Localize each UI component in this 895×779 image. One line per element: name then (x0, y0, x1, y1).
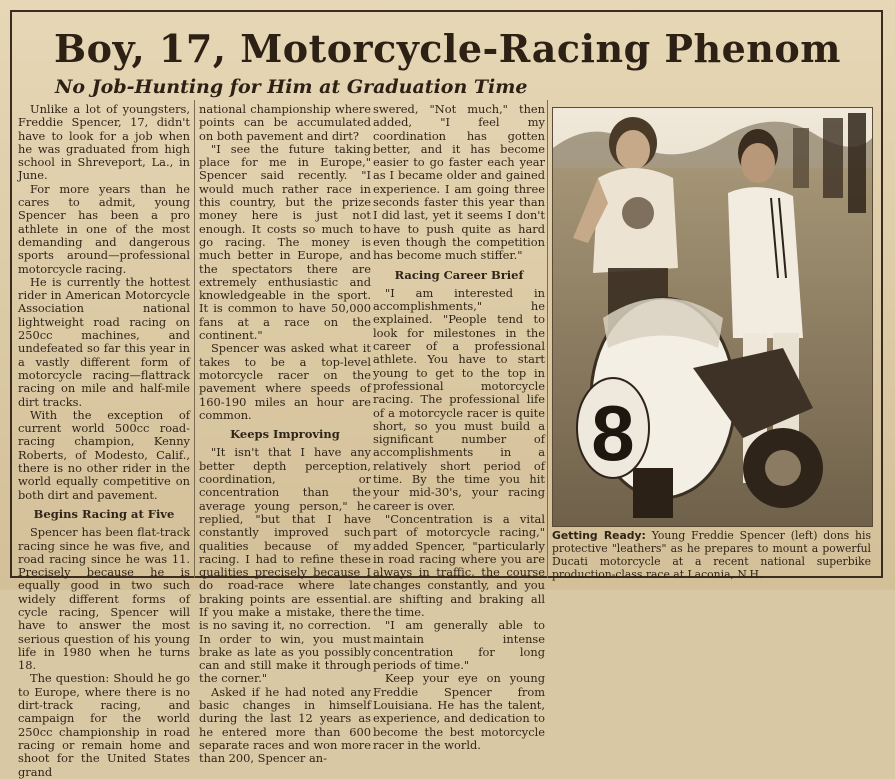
paragraph: He is currently the hottest rider in American Motorcycle Association national lightweight road racing on 250cc machines, and undefeated so far this year in a vastly different form of motorcycle racing—flattrack racing on mile and half-mile dirt tracks. (18, 274, 190, 409)
article-column-1 (18, 103, 190, 779)
paragraph: "I am generally able to maintain intense concentration for long periods of time." (373, 618, 545, 673)
section-heading: Keeps Improving (230, 427, 340, 442)
article-column-3 (373, 103, 545, 752)
paragraph: Unlike a lot of youngsters, Freddie Spencer, 17, didn't have to look for a job when he was graduated from high school in Shreveport, La., in June. (18, 102, 190, 183)
paragraph: Spencer was asked what it takes to be a top-level motorcycle racer on the pavement where speeds of 160-190 miles an hour are common. (199, 341, 371, 422)
paragraph: The question: Should he go to Europe, where there is no dirt-track racing, and campaign for the world 250cc championship in road racing or remain home and shoot for the United States grand (18, 671, 190, 779)
paragraph: "Concentration is a vital part of motorcycle racing," added Spencer, "particularly in road racing where you are always in traffic, the course changes constantly, and you are shifting and braking all the time. (373, 511, 545, 619)
paragraph: For more years than he cares to admit, young Spencer has been a pro athlete in one of the most demanding and dangerous sports around—professional motorcycle racing. (18, 181, 190, 276)
caption-lead: Getting Ready: (552, 529, 646, 542)
column-rule (547, 100, 548, 578)
paragraph: Keep your eye on young Freddie Spencer from Louisiana. He has the talent, experience, and dedication to become the best motorcycle racer in the world. (373, 671, 545, 752)
section-heading: Racing Career Brief (394, 267, 524, 282)
paragraph: national championship where points can be accumulated on both pavement and dirt? (199, 102, 371, 143)
paragraph: "I am interested in accomplishments," he explained. "People tend to look for milestones in the career of a professional athlete. You have to start young to get to the top in professional motorcycle racing. The professional life of a motorcycle racer is quite short, so you must build a significant number of accomplishments in a relatively short period of time. By the time you hit your mid-30's, your racing career is over. (373, 285, 545, 513)
race-number: 8 (591, 389, 635, 477)
photo-illustration (553, 108, 872, 526)
paragraph: swered, "Not much," then added, "I feel my coordination has gotten better, and it has become easier to go faster each year as I became older and gained experience. I am going three seconds faster this year than I did last, yet it seems I don't have to push quite as hard even though the competition has become much stiffer." (373, 102, 545, 263)
race-photo (552, 107, 873, 527)
headline: Boy, 17, Motorcycle-Racing Phenom (54, 26, 841, 71)
paragraph: "It isn't that I have any better depth perception, coordination, or concentration than the average young person," he replied, "but that I have constantly improved such qualities because of my racing. I had to refine these qualities precisely because I do road-race where late braking points are essential. If you make a mistake, there is no saving it, no correction. In order to win, you must brake as late as you possibly can and still make it through the corner." (199, 445, 371, 686)
paragraph: Asked if he had noted any basic changes in himself during the last 12 years as he entered more than 600 separate races and won more than 200, Spencer an- (199, 684, 371, 766)
subheadline: No Job-Hunting for Him at Graduation Time (55, 76, 528, 98)
paragraph: "I see the future taking place for me in Europe," Spencer said recently. "I would much rather race in this country, but the prize money here is just not enough. It costs so much to go racing. The money is much better in Europe, and the spectators there are extremely enthusiastic and knowledgeable in the sport. It is common to have 50,000 fans at a race on the continent." (199, 141, 371, 343)
photo-caption (552, 529, 871, 581)
article-column-2 (199, 103, 371, 766)
paragraph: With the exception of current world 500cc road-racing champion, Kenny Roberts, of Modesto, Calif., there is no other rider in the world equally competitive on both dirt and pavement. (18, 407, 190, 502)
paragraph: Spencer has been flat-track racing since he was five, and road racing since he was 11. Precisely because he is equally good in two such widely different forms of cycle racing, Spencer will have to answer the most serious question of his young life in 1980 when he turns 18. (18, 525, 190, 673)
column-rule (194, 100, 195, 578)
caption-text: Young Freddie Spencer (left) dons his protective "leathers" as he prepares to mount a powerful Ducati motorcycle at a recent national superbike production-class race at Laconia, N.H. (552, 529, 872, 581)
section-heading: Begins Racing at Five (33, 506, 175, 521)
